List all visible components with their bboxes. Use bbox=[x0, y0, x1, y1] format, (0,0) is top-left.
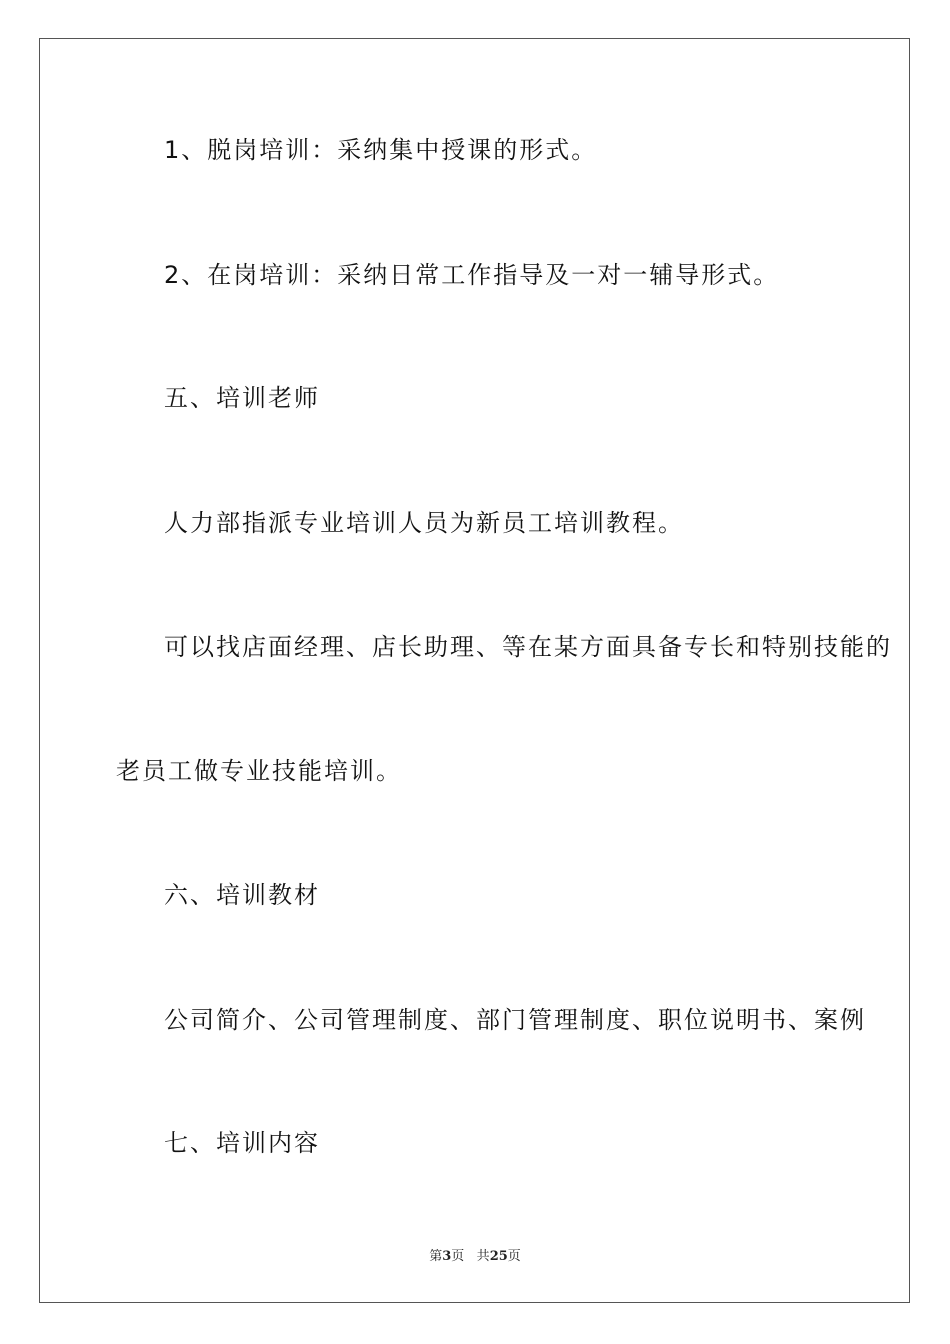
section-heading-6: 六、培训教材 bbox=[164, 881, 320, 909]
page-border bbox=[39, 38, 910, 1303]
footer-page-prefix: 第 bbox=[429, 1249, 443, 1264]
paragraph-line-5: 公司简介、公司管理制度、部门管理制度、职位说明书、案例 bbox=[164, 1006, 866, 1034]
page-footer bbox=[0, 1248, 950, 1266]
section-heading-5: 五、培训老师 bbox=[164, 384, 320, 412]
section-heading-7: 七、培训内容 bbox=[164, 1129, 320, 1157]
paragraph-line-4: 可以找店面经理、店长助理、等在某方面具备专长和特别技能的 bbox=[164, 633, 892, 661]
footer-total-suffix: 页 bbox=[507, 1249, 521, 1264]
footer-page-number: 3 bbox=[442, 1249, 452, 1264]
paragraph-line-1: 1、脱岗培训：采纳集中授课的形式。 bbox=[164, 136, 598, 164]
footer-page-suffix: 页 bbox=[451, 1249, 465, 1264]
paragraph-line-4-continued: 老员工做专业技能培训。 bbox=[116, 757, 402, 785]
paragraph-line-2: 2、在岗培训：采纳日常工作指导及一对一辅导形式。 bbox=[164, 261, 780, 289]
footer-total-pages: 25 bbox=[489, 1249, 508, 1264]
footer-total-prefix: 共 bbox=[476, 1249, 490, 1264]
paragraph-line-3: 人力部指派专业培训人员为新员工培训教程。 bbox=[164, 509, 684, 537]
